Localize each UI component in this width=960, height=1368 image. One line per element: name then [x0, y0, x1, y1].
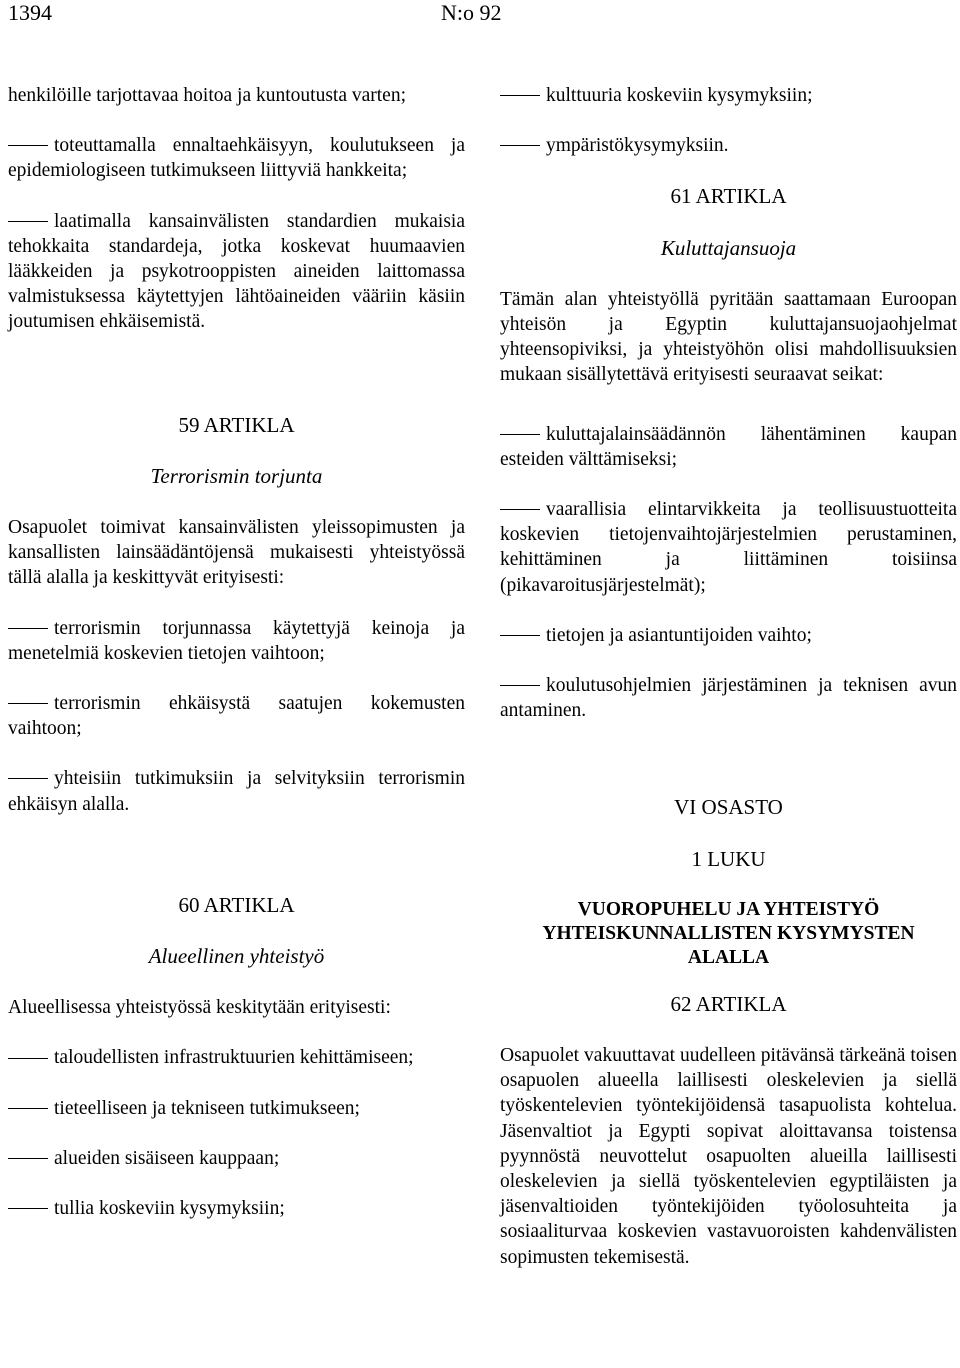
- article-61-number: 61 ARTIKLA: [670, 184, 787, 209]
- em-dash: [8, 1058, 48, 1059]
- list-item: tullia koskeviin kysymyksiin;: [8, 1196, 465, 1221]
- em-dash: [500, 434, 540, 435]
- em-dash: [500, 509, 540, 510]
- chapter-number: 1 LUKU: [691, 846, 766, 871]
- section-title: VI OSASTO: [674, 795, 783, 820]
- list-item: tieteelliseen ja tekniseen tutkimukseen;: [8, 1096, 465, 1121]
- intro-paragraph: henkilöille tarjottavaa hoitoa ja kuntoutusta varten;: [8, 85, 407, 106]
- em-dash: [500, 95, 540, 96]
- list-item: toteuttamalla ennaltaehkäisyyn, koulutukseen ja epidemiologiseen tutkimukseen liittyviä hankkeita;: [8, 135, 465, 182]
- article-59-text: Osapuolet toimivat kansainvälisten yleissopimusten ja kansallisten lainsäädäntöjensä mukaisesti yhteistyössä tällä alalla ja keskittyvät erityisesti:: [8, 517, 465, 589]
- article-60-title: Alueellinen yhteistyö: [148, 944, 325, 969]
- right-column: [500, 83, 957, 1295]
- list-item: yhteisiin tutkimuksiin ja selvityksiin terrorismin ehkäisyn alalla.: [8, 768, 465, 815]
- issue-number: N:o 92: [441, 0, 502, 25]
- article-62-text: Osapuolet vakuuttavat uudelleen pitävänsä tärkeänä toisen osapuolen alueella laillisesti oleskelevien ja siellä työskentelevien työntekijöidensä tasapuolista kohtelua. Jäsenvaltiot ja Egypti sopivat aloittavansa toistensa pyynnöstä neuvottelut osapuolten alueilla laillisesti oleskelevien ja siellä työskentelevien egyptiläisten ja jäsenvaltioiden työntekijöiden työolosuhteita ja sosiaaliturvaa koskevien vastavuoroisten kahdenvälisten sopimusten tekemisestä.: [500, 1045, 957, 1268]
- article-62-number: 62 ARTIKLA: [670, 991, 787, 1016]
- list-item: terrorismin ehkäisystä saatujen kokemusten vaihtoon;: [8, 693, 465, 740]
- em-dash: [8, 221, 48, 222]
- left-column: [8, 83, 465, 1246]
- article-60-text: Alueellisessa yhteistyössä keskitytään erityisesti:: [8, 997, 391, 1019]
- list-item: kulttuuria koskeviin kysymyksiin;: [500, 83, 957, 108]
- chapter-title: VUOROPUHELU JA YHTEISTYÖ YHTEISKUNNALLISTEN KYSYMYSTEN ALALLA: [542, 898, 915, 968]
- list-item: terrorismin torjunnassa käytettyjä keinoja ja menetelmiä koskevien tietojen vaihtoon;: [8, 617, 465, 664]
- list-item: tietojen ja asiantuntijoiden vaihto;: [500, 623, 957, 648]
- list-item: vaarallisia elintarvikkeita ja teollisuustuotteita koskevien tietojenvaihtojärjestelmien perustaminen, kehittäminen ja liittäminen toisiinsa (pikavaroitusjärjestelmät);: [500, 499, 957, 596]
- list-item: taloudellisten infrastruktuurien kehittämiseen;: [8, 1045, 465, 1070]
- em-dash: [8, 778, 48, 779]
- list-item: laatimalla kansainvälisten standardien mukaisia tehokkaita standardeja, jotka koskevat huumaavien lääkkeiden ja psykotrooppisten aineiden laittomassa valmistuksessa käytettyjen lähtöaineiden vääriin käsiin joutumisen ehkäisemistä.: [8, 210, 465, 333]
- em-dash: [500, 685, 540, 686]
- em-dash: [8, 1158, 48, 1159]
- em-dash: [8, 145, 48, 146]
- list-item: ympäristökysymyksiin.: [500, 133, 957, 158]
- em-dash: [8, 1208, 48, 1209]
- em-dash: [500, 145, 540, 146]
- list-item: alueiden sisäiseen kauppaan;: [8, 1146, 465, 1171]
- list-item: kuluttajalainsäädännön lähentäminen kaupan esteiden välttämiseksi;: [500, 423, 957, 470]
- article-61-text: Tämän alan yhteistyöllä pyritään saattamaan Euroopan yhteisön ja Egyptin kuluttajansuojaohjelmat yhteensopiviksi, ja yhteistyöhön olisi mahdollisuuksien mukaan sisällytettävä erityisesti seuraavat seikat:: [500, 288, 957, 386]
- article-59-number: 59 ARTIKLA: [178, 412, 295, 437]
- em-dash: [8, 1108, 48, 1109]
- em-dash: [500, 635, 540, 636]
- list-item: koulutusohjelmien järjestäminen ja teknisen avun antaminen.: [500, 675, 957, 722]
- article-61-title: Kuluttajansuoja: [660, 235, 797, 260]
- page-number: 1394: [8, 0, 52, 25]
- em-dash: [8, 703, 48, 704]
- em-dash: [8, 628, 48, 629]
- article-60-number: 60 ARTIKLA: [178, 892, 295, 917]
- article-59-title: Terrorismin torjunta: [150, 463, 323, 488]
